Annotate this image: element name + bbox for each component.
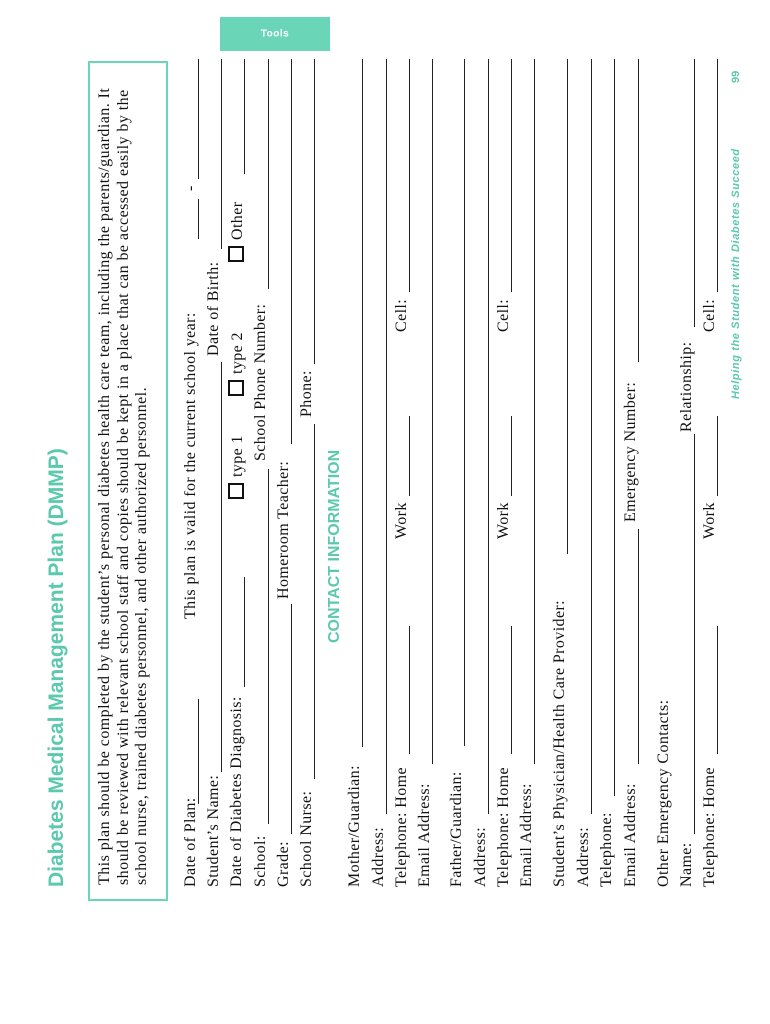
emergency-home-phone-field[interactable] — [717, 626, 718, 754]
school-phone-field[interactable] — [268, 59, 269, 289]
mother-home-phone-field[interactable] — [409, 626, 410, 754]
year-dash: - — [182, 185, 199, 191]
date-of-plan-field[interactable] — [198, 699, 199, 804]
date-of-diagnosis-label: Date of Diabetes Diagnosis: — [228, 696, 245, 887]
emergency-number-field[interactable] — [638, 59, 639, 362]
school-nurse-field[interactable] — [314, 424, 315, 779]
father-guardian-label: Father/Guardian: — [448, 771, 465, 887]
phone-label: Phone: — [298, 370, 315, 417]
phone-field[interactable] — [314, 59, 315, 364]
physician-address-label: Address: — [575, 826, 592, 887]
type1-option[interactable] — [228, 435, 247, 499]
mother-guardian-field[interactable] — [362, 59, 363, 747]
emergency-name-label: Name: — [678, 842, 695, 887]
mother-email-field[interactable] — [432, 59, 433, 764]
father-address-field[interactable] — [488, 59, 489, 814]
father-telephone-home-label: Telephone: Home — [495, 767, 512, 887]
grade-label: Grade: — [275, 841, 292, 887]
date-of-plan-label: Date of Plan: — [182, 797, 199, 887]
father-home-phone-field[interactable] — [511, 626, 512, 754]
students-name-label: Student’s Name: — [205, 774, 222, 887]
relationship-label: Relationship: — [678, 341, 695, 432]
mother-telephone-home-label: Telephone: Home — [393, 767, 410, 887]
type1-checkbox[interactable] — [228, 483, 244, 499]
father-work-phone-field[interactable] — [511, 416, 512, 496]
year-end-field[interactable] — [198, 59, 199, 179]
emergency-work-label: Work — [701, 502, 718, 539]
other-option[interactable] — [228, 202, 247, 262]
school-field[interactable] — [268, 469, 269, 824]
other-label: Other — [229, 201, 246, 240]
other-emergency-label: Other Emergency Contacts: — [655, 699, 672, 887]
physician-telephone-field[interactable] — [614, 59, 615, 796]
page-number: 99 — [730, 70, 742, 83]
emergency-cell-field[interactable] — [717, 59, 718, 292]
mother-cell-label: Cell: — [393, 298, 410, 332]
mother-email-label: Email Address: — [416, 783, 433, 887]
students-name-field[interactable] — [221, 362, 222, 772]
emergency-cell-label: Cell: — [701, 298, 718, 332]
father-email-label: Email Address: — [518, 783, 535, 887]
mother-address-field[interactable] — [386, 59, 387, 814]
relationship-field[interactable] — [694, 59, 695, 327]
mother-address-label: Address: — [370, 826, 387, 887]
physician-label: Student’s Physician/Health Care Provider: — [551, 599, 568, 887]
mother-cell-field[interactable] — [409, 59, 410, 292]
tools-tab-label: Tools — [260, 28, 290, 40]
tools-tab — [220, 17, 330, 51]
intro-box — [88, 61, 168, 901]
mother-work-phone-field[interactable] — [409, 416, 410, 496]
physician-email-field[interactable] — [638, 529, 639, 764]
intro-text: This plan should be completed by the student’s personal diabetes health care team, including the parents/guardian. It should be reviewed with relevant school staff and copies should be kept in a place that can be accessed easily by the school nurse, trained diabetes personnel, and other authorized personnel. — [96, 87, 150, 885]
valid-year-label: This plan is valid for the current school year: — [182, 312, 199, 619]
physician-address-field[interactable] — [591, 59, 592, 814]
type2-option[interactable] — [228, 332, 247, 396]
type2-label: type 2 — [229, 332, 246, 374]
mother-work-label: Work — [393, 502, 410, 539]
emergency-number-label: Emergency Number: — [622, 381, 639, 522]
grade-field[interactable] — [291, 604, 292, 834]
type1-label: type 1 — [229, 435, 246, 477]
homeroom-teacher-field[interactable] — [291, 59, 292, 444]
contact-information-heading: CONTACT INFORMATION — [326, 449, 343, 643]
year-start-field[interactable] — [198, 199, 199, 239]
emergency-name-field[interactable] — [694, 434, 695, 834]
other-checkbox[interactable] — [228, 246, 244, 262]
mother-guardian-label: Mother/Guardian: — [346, 765, 363, 887]
footer-text: Helping the Student with Diabetes Succeed — [730, 148, 742, 399]
date-of-birth-label: Date of Birth: — [205, 261, 222, 356]
school-phone-label: School Phone Number: — [252, 303, 269, 461]
school-nurse-label: School Nurse: — [298, 790, 315, 887]
homeroom-teacher-label: Homeroom Teacher: — [275, 460, 292, 599]
type2-checkbox[interactable] — [228, 380, 244, 396]
date-of-birth-field[interactable] — [221, 59, 222, 249]
date-of-diagnosis-field[interactable] — [244, 577, 245, 687]
physician-telephone-label: Telephone: — [598, 812, 615, 887]
page-title: Diabetes Medical Management Plan (DMMP) — [45, 448, 68, 887]
father-guardian-field[interactable] — [464, 59, 465, 746]
other-type-field[interactable] — [244, 59, 245, 174]
father-email-field[interactable] — [534, 59, 535, 764]
father-work-label: Work — [495, 502, 512, 539]
father-cell-field[interactable] — [511, 59, 512, 292]
physician-field[interactable] — [567, 59, 568, 554]
school-label: School: — [252, 835, 269, 887]
emergency-work-phone-field[interactable] — [717, 416, 718, 496]
father-cell-label: Cell: — [495, 298, 512, 332]
physician-email-label: Email Address: — [622, 783, 639, 887]
father-address-label: Address: — [472, 826, 489, 887]
emergency-telephone-home-label: Telephone: Home — [701, 767, 718, 887]
